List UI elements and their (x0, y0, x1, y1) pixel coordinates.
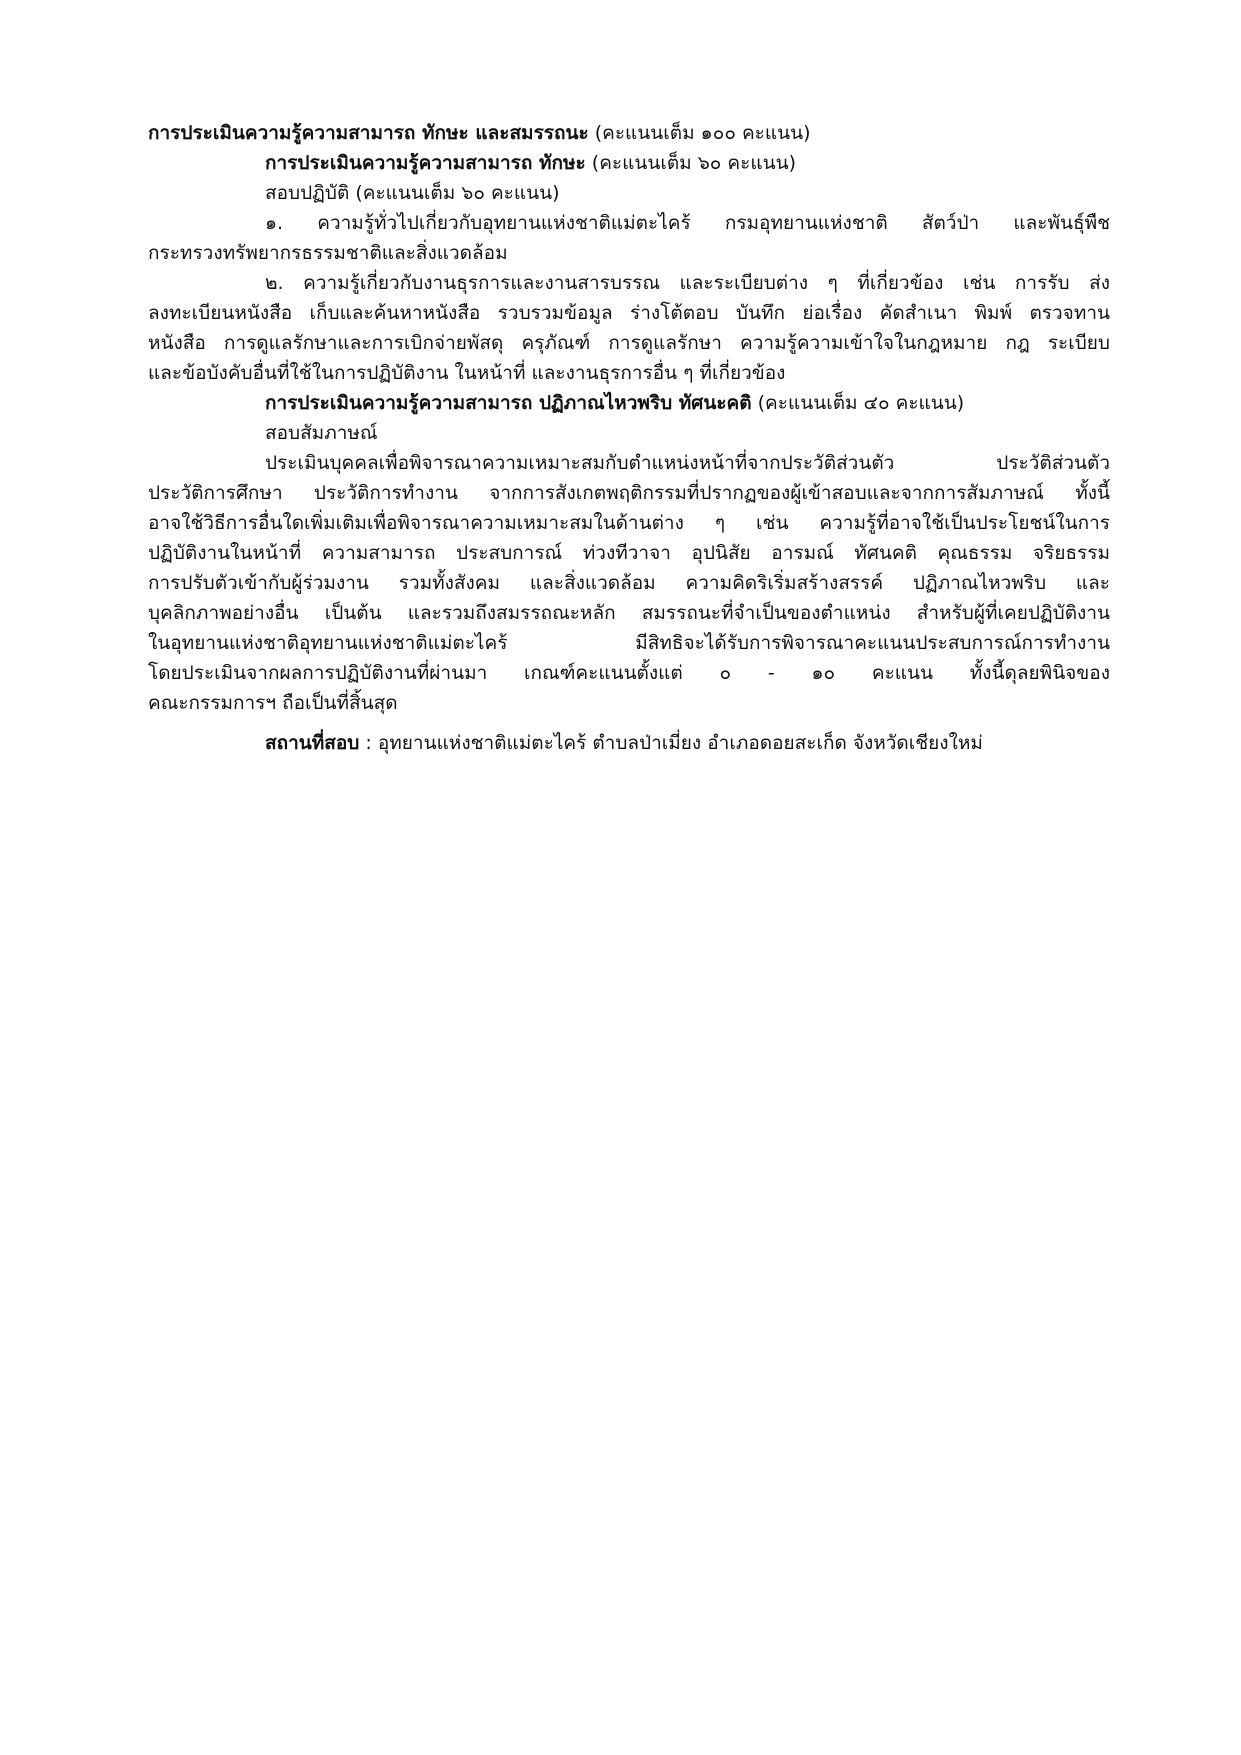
interview-body-line: ในอุทยานแห่งชาติอุทยานแห่งชาติแม่ตะไคร้ มีสิทธิจะได้รับการพิจารณาคะแนนประสบการณ์การทำงาน (148, 632, 1110, 654)
sub1-heading (148, 148, 1110, 178)
item2-line: และข้อบังคับอื่นที่ใช้ในการปฏิบัติงาน ในหน้าที่ และงานธุรการอื่น ๆ ที่เกี่ยวข้อง (148, 362, 786, 384)
item2-line: ลงทะเบียนหนังสือ เก็บและค้นหาหนังสือ รวบรวมข้อมูล ร่างโต้ตอบ บันทึก ย่อเรื่อง คัดสำเนา พิมพ์ ตรวจทาน (148, 302, 1110, 324)
interview-body-line: ปฏิบัติงานในหน้าที่ ความสามารถ ประสบการณ์ ท่วงทีวาจา อุปนิสัย อารมณ์ ทัศนคติ คุณธรรม จริยธรรม (148, 542, 1110, 564)
interview-body-line: ประเมินบุคคลเพื่อพิจารณาความเหมาะสมกับตำแหน่งหน้าที่จากประวัติส่วนตัว ประวัติส่วนตัว (265, 452, 1110, 474)
sub2-heading-text: การประเมินความรู้ความสามารถ ปฏิภาณไหวพริบ ทัศนะคติ (265, 392, 752, 414)
item1-line: ๑. ความรู้ทั่วไปเกี่ยวกับอุทยานแห่งชาติแม่ตะไคร้ กรมอุทยานแห่งชาติ สัตว์ป่า และพันธุ์พืช (265, 212, 1110, 234)
interview-body-line: ประวัติการศึกษา ประวัติการทำงาน จากการสังเกตพฤติกรรมที่ปรากฏของผู้เข้าสอบและจากการสัมภาษณ์ ทั้งนี้ (148, 482, 1110, 504)
sub2-heading-score: (คะแนนเต็ม ๔๐ คะแนน) (751, 392, 965, 414)
interview-body-line: การปรับตัวเข้ากับผู้ร่วมงาน รวมทั้งสังคม และสิ่งแวดล้อม ความคิดริเริ่มสร้างสรรค์ ปฏิภาณไหวพริบ และ (148, 572, 1110, 594)
main-heading-score: (คะแนนเต็ม ๑๐๐ คะแนน) (588, 122, 811, 144)
interview-body-line: อาจใช้วิธีการอื่นใดเพิ่มเติมเพื่อพิจารณาความเหมาะสมในด้านต่าง ๆ เช่น ความรู้ที่อาจใช้เป็นประโยชน์ในการ (148, 512, 1110, 534)
venue-label: สถานที่สอบ (265, 732, 360, 754)
item2-line: หนังสือ การดูแลรักษาและการเบิกจ่ายพัสดุ ครุภัณฑ์ การดูแลรักษา ความรู้ความเข้าใจในกฎหมาย กฎ ระเบียบ (148, 332, 1110, 354)
exam-venue (148, 728, 1110, 758)
interview-body-line: บุคลิกภาพอย่างอื่น เป็นต้น และรวมถึงสมรรถณะหลัก สมรรถนะที่จำเป็นของตำแหน่ง สำหรับผู้ที่เคยปฏิบัติงาน (148, 602, 1110, 624)
venue-text: : อุทยานแห่งชาติแม่ตะไคร้ ตำบลป่าเมี่ยง อำเภอดอยสะเก็ด จังหวัดเชียงใหม่ (359, 732, 983, 754)
interview-body-line: โดยประเมินจากผลการปฏิบัติงานที่ผ่านมา เกณฑ์คะแนนตั้งแต่ ๐ - ๑๐ คะแนน ทั้งนี้ดุลยพินิจของ (148, 662, 1110, 684)
document-page (148, 118, 1110, 758)
main-heading-text: การประเมินความรู้ความสามารถ ทักษะ และสมรรถนะ (148, 122, 589, 144)
sub1-method: สอบปฏิบัติ (คะแนนเต็ม ๖๐ คะแนน) (265, 182, 560, 204)
interview-body-line: คณะกรรมการฯ ถือเป็นที่สิ้นสุด (148, 692, 398, 714)
main-section-heading (148, 118, 1110, 148)
item2-line: ๒. ความรู้เกี่ยวกับงานธุรการและงานสารบรรณ และระเบียบต่าง ๆ ที่เกี่ยวข้อง เช่น การรับ ส่ง (265, 272, 1110, 294)
item1-line: กระทรวงทรัพยากรธรรมชาติและสิ่งแวดล้อม (148, 242, 508, 264)
sub1-heading-score: (คะแนนเต็ม ๖๐ คะแนน) (585, 152, 796, 174)
sub2-heading (148, 388, 1110, 418)
sub1-heading-text: การประเมินความรู้ความสามารถ ทักษะ (265, 152, 586, 174)
sub2-method: สอบสัมภาษณ์ (265, 422, 378, 444)
